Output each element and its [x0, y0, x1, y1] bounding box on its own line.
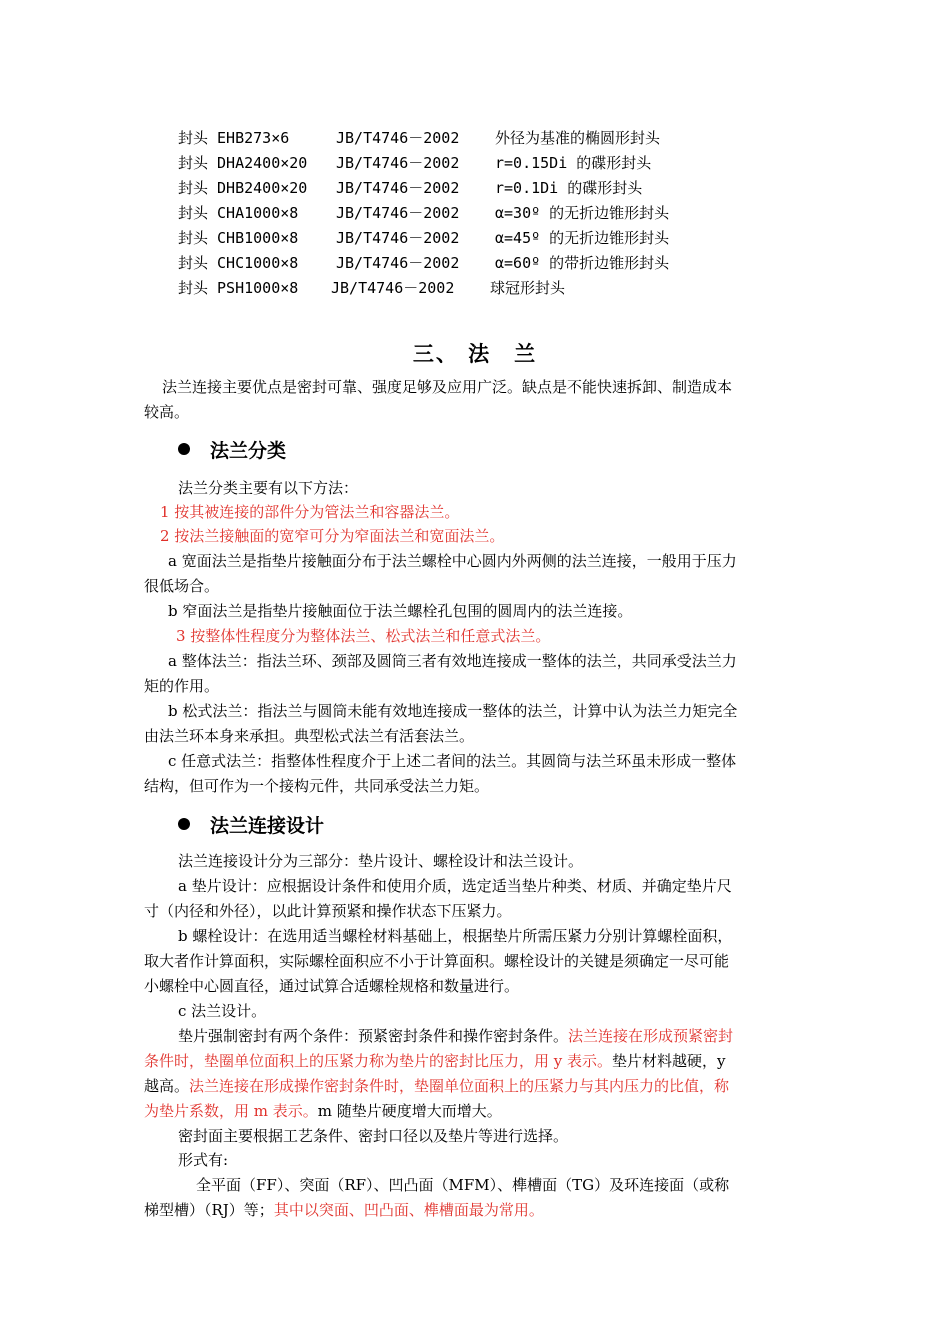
head-name: 封头 CHB1000×8: [178, 229, 299, 247]
head-standard: JB/T4746－2002: [336, 204, 460, 222]
paragraph-line: 矩的作用。: [144, 677, 220, 695]
paragraph-line: b 窄面法兰是指垫片接触面位于法兰螺栓孔包围的圆周内的法兰连接。: [168, 602, 633, 620]
method-item: 3 按整体性程度分为整体法兰、松式法兰和任意式法兰。: [176, 627, 551, 645]
section-title: 三、 法 兰: [412, 342, 538, 366]
text-run: 垫片强制密封有两个条件：预紧密封条件和操作密封条件。: [178, 1027, 569, 1045]
heading-text: 法兰分类: [210, 440, 287, 462]
intro-line: 法兰连接主要优点是密封可靠、强度足够及应用广泛。缺点是不能快速拆卸、制造成本: [162, 378, 733, 396]
head-standard: JB/T4746－2002: [336, 129, 460, 147]
paragraph-line: 很低场合。: [144, 577, 220, 595]
paragraph-line: 小螺栓中心圆直径，通过试算合适螺栓规格和数量进行。: [144, 977, 520, 995]
text-run: 越高。: [144, 1077, 190, 1095]
head-standard: JB/T4746－2002: [336, 229, 460, 247]
method-item: 2 按法兰接触面的宽窄可分为窄面法兰和宽面法兰。: [160, 527, 505, 545]
heading-text: 法兰连接设计: [210, 815, 325, 837]
paragraph-line: a 宽面法兰是指垫片接触面分布于法兰螺栓中心圆内外两侧的法兰连接，一般用于压力: [168, 552, 737, 570]
heading-flange-design: [178, 811, 324, 838]
paragraph-line: [144, 1101, 502, 1121]
head-description: r=0.15Di 的碟形封头: [495, 154, 652, 172]
head-standard: JB/T4746－2002: [336, 254, 460, 272]
bullet-icon: [178, 818, 190, 830]
text-run: 垫片材料越硬，y: [612, 1052, 726, 1070]
head-name: 封头 CHC1000×8: [178, 254, 299, 272]
paragraph-line: [178, 1026, 733, 1046]
head-standard: JB/T4746－2002: [336, 154, 460, 172]
head-name: 封头 PSH1000×8: [178, 279, 299, 297]
head-description: α=30º 的无折边锥形封头: [495, 204, 670, 222]
head-description: r=0.1Di 的碟形封头: [495, 179, 643, 197]
head-description: α=45º 的无折边锥形封头: [495, 229, 670, 247]
paragraph-line: a 垫片设计：应根据设计条件和使用介质，选定适当垫片种类、材质、并确定垫片尺: [178, 877, 732, 895]
paragraph: 法兰分类主要有以下方法：: [178, 479, 359, 497]
paragraph-line: 形式有:: [178, 1151, 229, 1169]
paragraph-line: b 螺栓设计：在选用适当螺栓材料基础上，根据垫片所需压紧力分别计算螺栓面积，: [178, 927, 733, 945]
heading-flange-classification: [178, 436, 286, 463]
paragraph-line: 寸（内径和外径），以此计算预紧和操作状态下压紧力。: [144, 902, 512, 920]
paragraph-line: 由法兰环本身来承担。典型松式法兰有活套法兰。: [144, 727, 475, 745]
highlighted-text: 条件时，垫圈单位面积上的压紧力称为垫片的密封比压力，用 y 表示。: [144, 1052, 613, 1070]
head-description: α=60º 的带折边锥形封头: [495, 254, 670, 272]
paragraph-line: 全平面（FF）、突面（RF）、凹凸面（MFM）、榫槽面（TG）及环连接面（或称: [196, 1176, 730, 1194]
paragraph: 法兰连接设计分为三部分：垫片设计、螺栓设计和法兰设计。: [178, 852, 584, 870]
paragraph-line: 密封面主要根据工艺条件、密封口径以及垫片等进行选择。: [178, 1127, 569, 1145]
paragraph-line: 取大者作计算面积，实际螺栓面积应不小于计算面积。螺栓设计的关键是须确定一尽可能: [144, 952, 730, 970]
text-run: m 随垫片硬度增大而增大。: [317, 1102, 502, 1120]
highlighted-text: 法兰连接在形成预紧密封: [568, 1027, 734, 1045]
head-name: 封头 DHA2400×20: [178, 154, 308, 172]
head-description: 外径为基准的椭圆形封头: [495, 129, 661, 147]
highlighted-text: 其中以突面、凹凸面、榫槽面最为常用。: [273, 1201, 544, 1219]
paragraph-line: 结构，但可作为一个接构元件，共同承受法兰力矩。: [144, 777, 490, 795]
paragraph-line: a 整体法兰：指法兰环、颈部及圆筒三者有效地连接成一整体的法兰，共同承受法兰力: [168, 652, 737, 670]
bullet-icon: [178, 443, 190, 455]
highlighted-text: 为垫片系数，用 m 表示。: [144, 1102, 318, 1120]
paragraph-line: [144, 1076, 729, 1096]
intro-line: 较高。: [144, 403, 190, 421]
paragraph-line: b 松式法兰：指法兰与圆筒未能有效地连接成一整体的法兰，计算中认为法兰力矩完全: [168, 702, 738, 720]
text-run: 梯型槽）（RJ）等；: [144, 1201, 274, 1219]
head-description: 球冠形封头: [490, 279, 566, 297]
paragraph-line: c 法兰设计。: [178, 1002, 267, 1020]
head-name: 封头 CHA1000×8: [178, 204, 299, 222]
highlighted-text: 法兰连接在形成操作密封条件时，垫圈单位面积上的压紧力与其内压力的比值，称: [189, 1077, 730, 1095]
paragraph-line: c 任意式法兰：指整体性程度介于上述二者间的法兰。其圆筒与法兰环虽未形成一整体: [168, 752, 737, 770]
head-standard: JB/T4746－2002: [331, 279, 455, 297]
head-standard: JB/T4746－2002: [336, 179, 460, 197]
paragraph-line: [144, 1051, 726, 1071]
head-name: 封头 DHB2400×20: [178, 179, 308, 197]
method-item: 1 按其被连接的部件分为管法兰和容器法兰。: [160, 503, 460, 521]
paragraph-line: [144, 1200, 544, 1220]
head-name: 封头 EHB273×6: [178, 129, 290, 147]
